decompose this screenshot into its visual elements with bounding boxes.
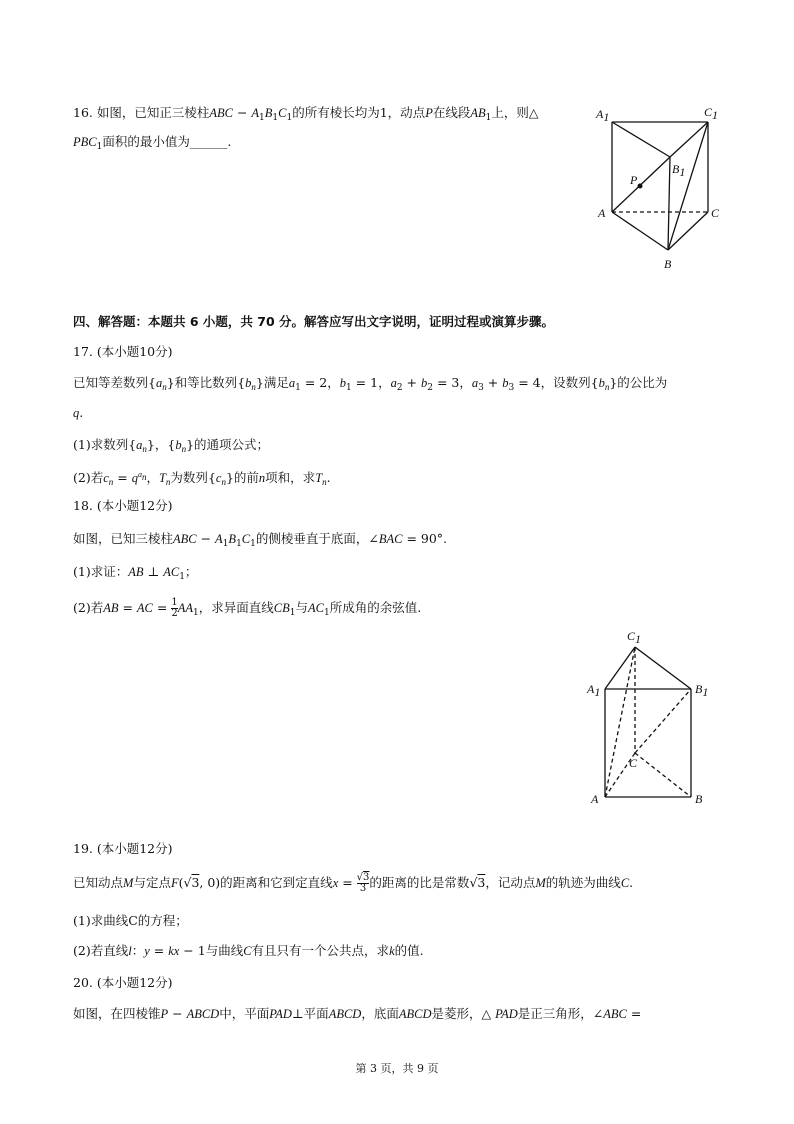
label-b: B xyxy=(695,792,703,806)
q19-part1: (1)求曲线C的方程； xyxy=(73,913,188,928)
label-c: C xyxy=(711,206,720,220)
q17-part1: (1)求数列$\{a_n\}$，$\{b_n\}$的通项公式； xyxy=(73,437,270,454)
label-a1: A1 xyxy=(587,682,601,699)
q18-part2: (2)若AB = AC = $\frac{1}{2}$ $AA_1$，求异面直线$CB_1$与$AC_1$所成角的余弦值. xyxy=(73,597,422,619)
page-footer: 第 3 页，共 9 页 xyxy=(355,1062,439,1075)
q17-header: 17. (本小题10分) xyxy=(73,344,173,359)
label-b1: B1 xyxy=(672,162,686,179)
q17-part2: (2)若$c_n = q^{a_n}$，$T_n$为数列$\{c_n\}$的前n项和，求$T_n$. xyxy=(73,470,331,487)
q17-stem-line1: 已知等差数列$\{a_n\}$和等比数列$\{b_n\}$满足$a_1 = 2$，$b_1 = 1$，$a_2 + b_2 = 3$，$a_3 + b_3 = 4$，设数列$\{b_n\}$的公比为 xyxy=(73,375,668,393)
label-c: C xyxy=(629,756,638,770)
q16-prism-figure xyxy=(590,100,730,275)
q18-prism-figure xyxy=(585,625,715,810)
q20-header: 20. (本小题12分) xyxy=(73,975,173,990)
label-a1: A1 xyxy=(596,107,610,124)
q17-stem-line2: q. xyxy=(73,405,84,420)
q19-part2: (2)若直线l：y = kx − 1与曲线C有且只有一个公共点，求k的值. xyxy=(73,943,424,958)
label-p: P xyxy=(630,173,638,187)
q19-stem: 已知动点M与定点F(√3, 0)的距离和它到定直线x = $\frac{√3}{3}$ 的距离的比是常数√3，记动点M的轨迹为曲线C. xyxy=(73,872,634,894)
label-c1: C1 xyxy=(627,629,642,646)
label-a: A xyxy=(598,206,606,220)
section-heading: 四、解答题：本题共 6 小题，共 70 分。解答应写出文字说明，证明过程或演算步骤。 xyxy=(73,314,555,329)
label-b: B xyxy=(664,257,672,271)
q16-line1: 16. 如图，已知正三棱柱ABC − $A_1B_1C_1$的所有棱长均为1，动点P在线段$AB_1$上，则△ xyxy=(73,105,539,123)
q19-header: 19. (本小题12分) xyxy=(73,841,173,856)
label-c1: C1 xyxy=(704,105,719,122)
q20-stem: 如图，在四棱锥P − ABCD中，平面PAD⊥平面ABCD，底面ABCD是菱形，△ PAD是正三角形，∠ABC = xyxy=(73,1006,642,1021)
q18-stem: 如图，已知三棱柱ABC − $A_1B_1C_1$的侧棱垂直于底面，∠BAC = 90°. xyxy=(73,531,448,549)
q18-header: 18. (本小题12分) xyxy=(73,498,173,513)
q16-line2: $PBC_1$面积的最小值为______. xyxy=(73,134,232,152)
q18-part1: (1)求证：AB ⊥ $AC_1$； xyxy=(73,564,198,582)
label-a: A xyxy=(591,792,599,806)
label-b1: B1 xyxy=(695,682,709,699)
